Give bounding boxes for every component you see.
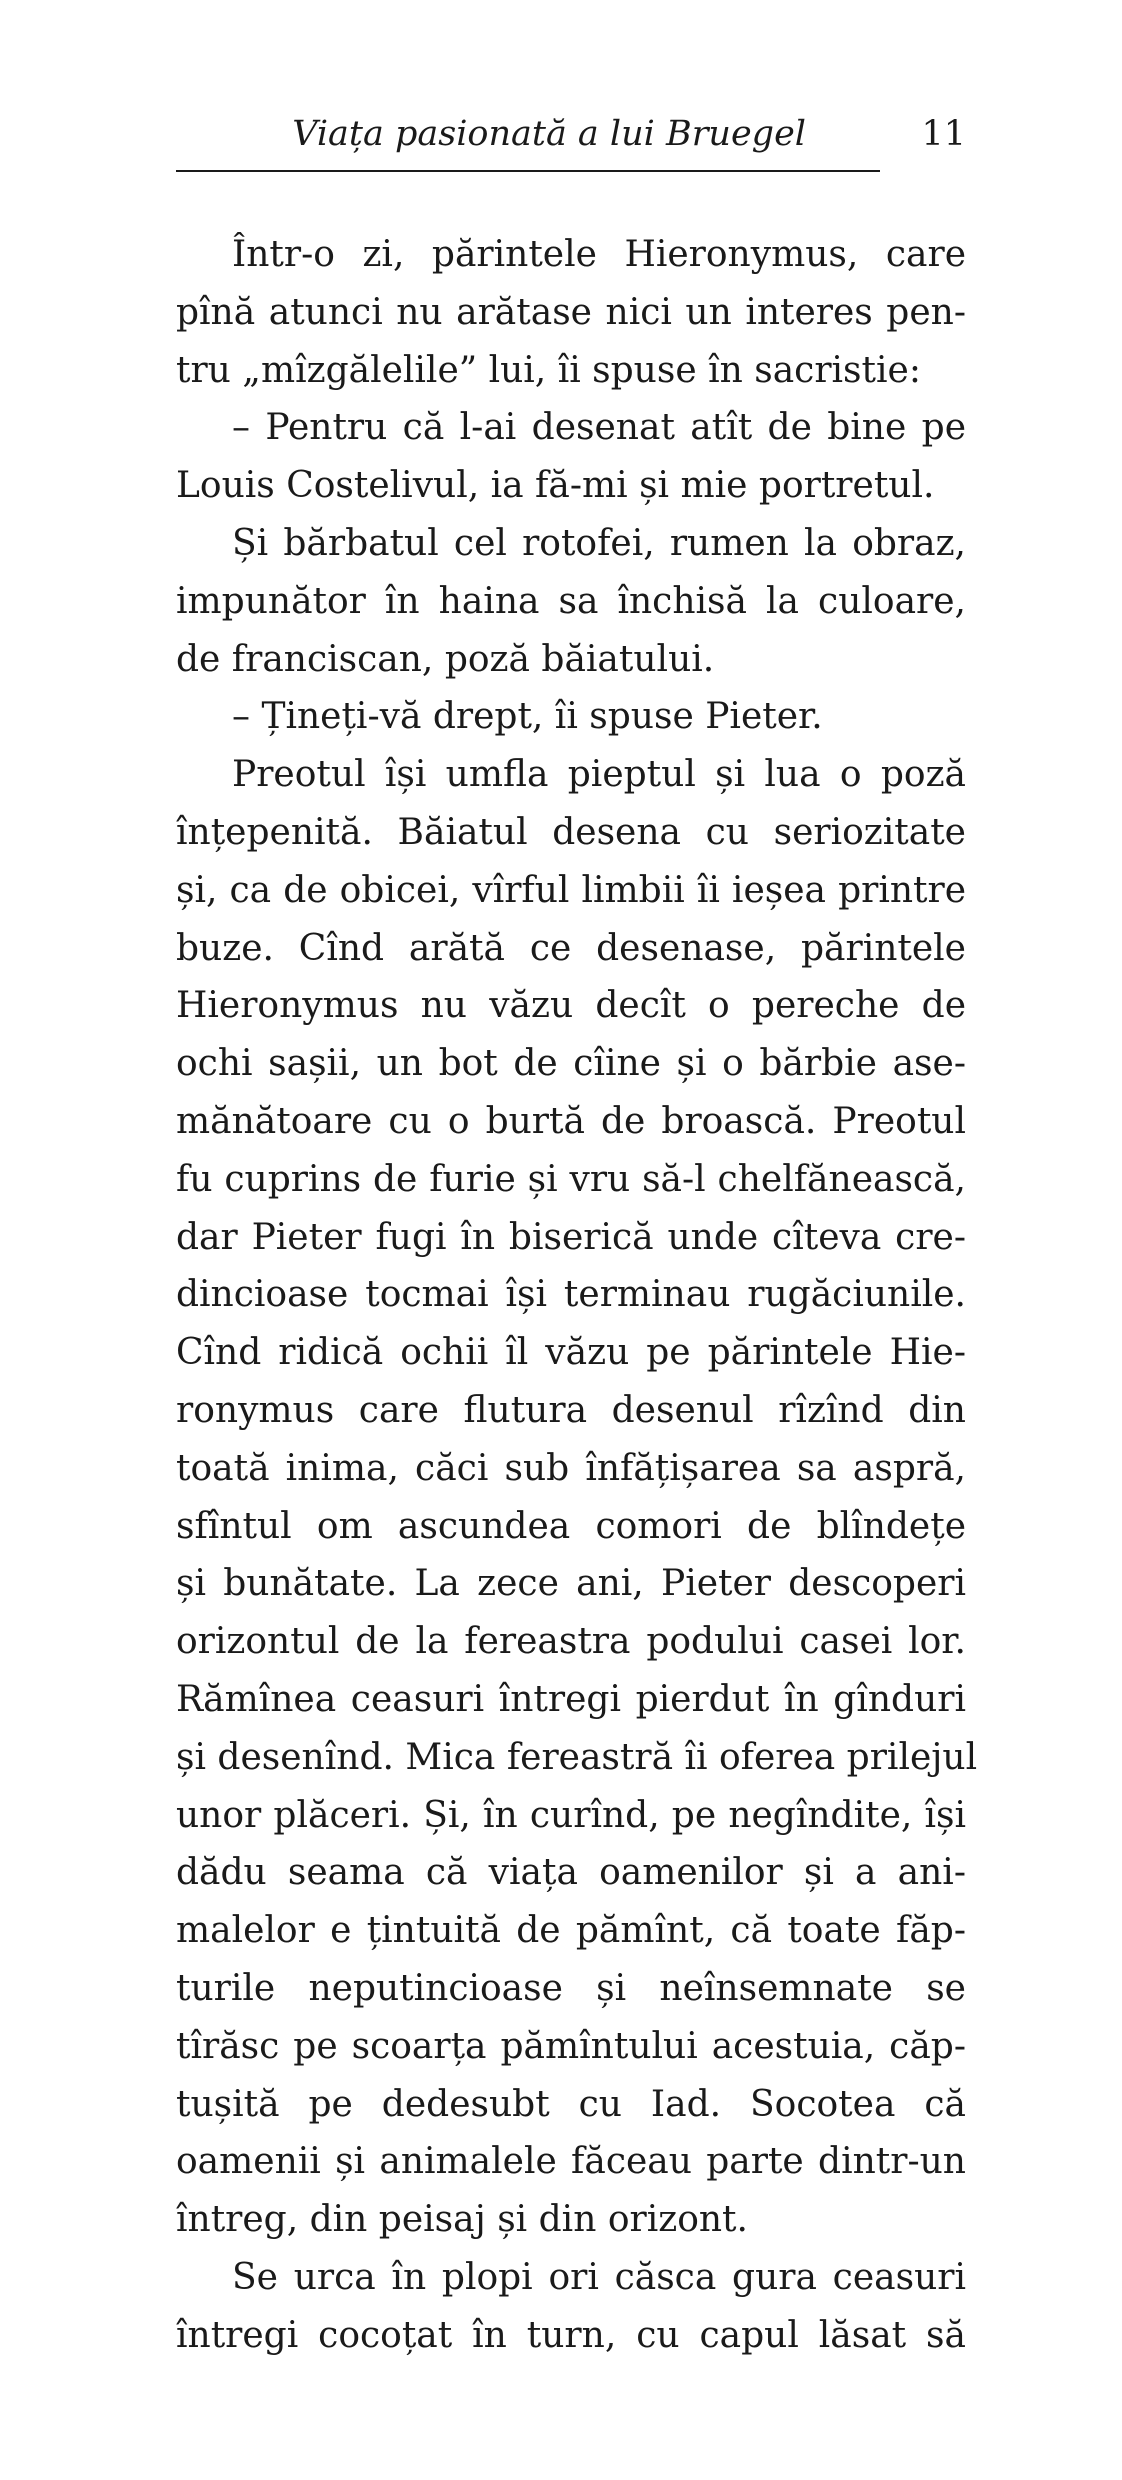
text-line: înțepenită. Băiatul desena cu seriozitate <box>176 811 966 853</box>
text-line: pînă atunci nu arătase nici un interes pen- <box>176 291 966 333</box>
text-line: și, ca de obicei, vîrful limbii îi ieșea printre <box>176 869 966 911</box>
text-line: dincioase tocmai își terminau rugăciunile. <box>176 1274 966 1316</box>
text-line: Se urca în plopi ori căsca gura ceasuri <box>232 2256 966 2298</box>
text-line: mănătoare cu o burtă de broască. Preotul <box>176 1100 966 1142</box>
text-line: – Pentru că l-ai desenat atît de bine pe <box>232 407 966 449</box>
text-line: turile neputincioase și neînsemnate se <box>176 1967 966 2009</box>
running-title: Viața pasionată a lui Bruegel <box>292 114 806 154</box>
text-line: dădu seama că viața oamenilor și a ani- <box>176 1852 966 1894</box>
text-line: Hieronymus nu văzu decît o pereche de <box>176 985 966 1027</box>
text-line: fu cuprins de furie și vru să-l chelfănească, <box>176 1158 966 1200</box>
text-line: – Țineți-vă drept, îi spuse Pieter. <box>232 696 823 738</box>
text-line: Și bărbatul cel rotofei, rumen la obraz, <box>232 522 966 564</box>
text-line: malelor e țintuită de pămînt, că toate făp- <box>176 1910 966 1952</box>
page-number: 11 <box>921 114 966 154</box>
text-line: întregi cocoțat în turn, cu capul lăsat să <box>176 2314 966 2356</box>
text-line: tru „mîzgălelile” lui, îi spuse în sacristie: <box>176 349 921 391</box>
text-line: Rămînea ceasuri întregi pierdut în gînduri <box>176 1678 966 1720</box>
header-rule <box>176 170 880 172</box>
text-line: orizontul de la fereastra podului casei lor. <box>176 1621 966 1663</box>
text-line: întreg, din peisaj și din orizont. <box>176 2199 748 2241</box>
text-line: ochi sașii, un bot de cîine și o bărbie ase- <box>176 1043 966 1085</box>
text-line: de franciscan, poză băiatului. <box>176 638 715 680</box>
text-line: tîrăsc pe scoarța pămîntului acestuia, căp- <box>176 2025 966 2067</box>
text-line: ronymus care flutura desenul rîzînd din <box>176 1389 966 1431</box>
body-text <box>176 226 978 2364</box>
running-header <box>176 104 966 164</box>
text-line: și desenînd. Mica fereastră îi oferea prilejul <box>176 1736 978 1778</box>
text-line: Cînd ridică ochii îl văzu pe părintele Hie- <box>176 1332 966 1374</box>
text-line: buze. Cînd arătă ce desenase, părintele <box>176 927 966 969</box>
text-line: Louis Costelivul, ia fă-mi și mie portretul. <box>176 465 935 507</box>
text-line: Într-o zi, părintele Hieronymus, care <box>232 234 966 275</box>
text-line: tușită pe dedesubt cu Iad. Socotea că <box>176 2083 966 2125</box>
text-line: toată inima, căci sub înfățișarea sa aspră, <box>176 1447 966 1489</box>
text-line: dar Pieter fugi în biserică unde cîteva cre- <box>176 1216 966 1258</box>
text-line: și bunătate. La zece ani, Pieter descoperi <box>176 1563 966 1605</box>
text-line: impunător în haina sa închisă la culoare, <box>176 580 966 622</box>
text-line: Preotul își umfla pieptul și lua o poză <box>232 754 966 796</box>
text-line: oamenii și animalele făceau parte dintr-un <box>176 2141 966 2183</box>
text-line: sfîntul om ascundea comori de blîndețe <box>176 1505 966 1547</box>
text-line: unor plăceri. Și, în curînd, pe negîndite, își <box>176 1794 966 1836</box>
